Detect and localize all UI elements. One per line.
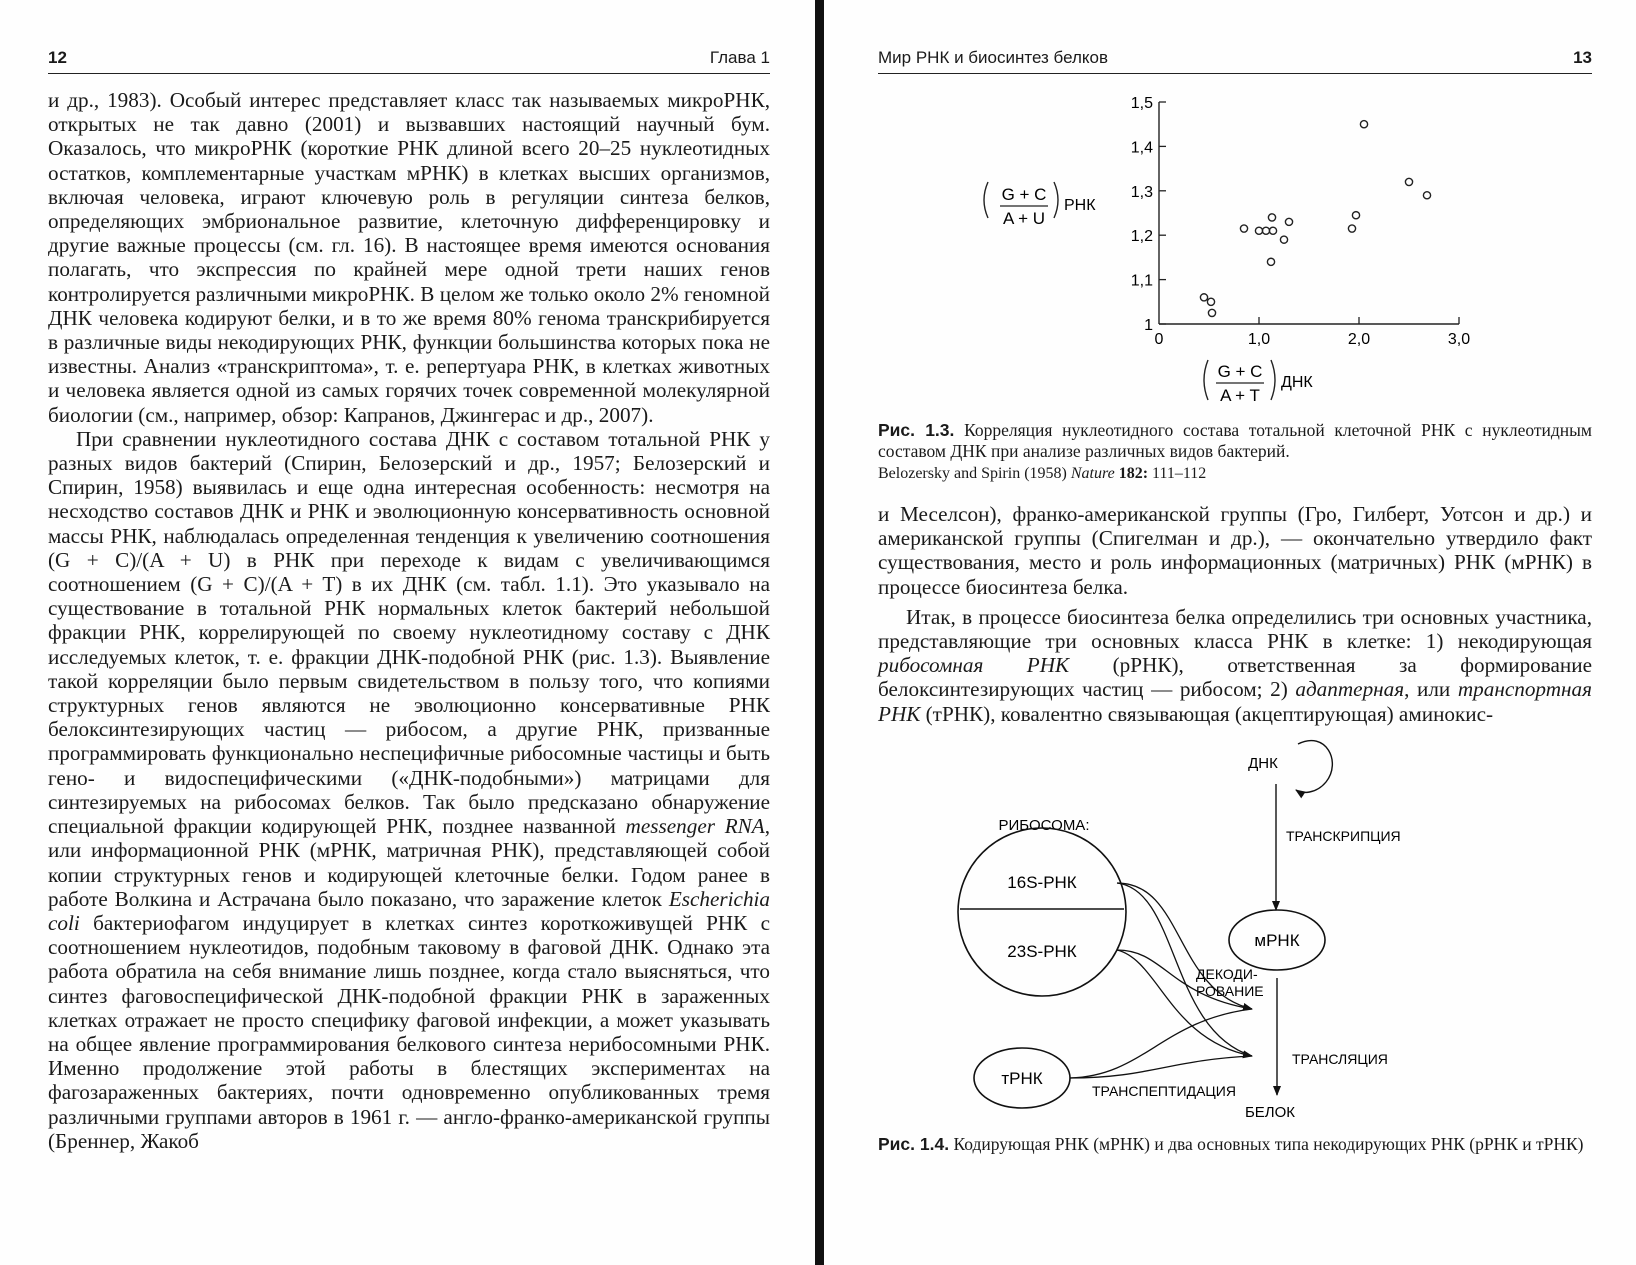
figure-1-4-label: Рис. 1.4.	[878, 1134, 950, 1154]
figure-1-4-caption-text: Кодирующая РНК (мРНК) и два основных типа некодирующих РНК (рРНК и тРНК)	[953, 1134, 1584, 1154]
figure-1-4-diagram	[934, 720, 1534, 1130]
right-paragraph-2: Итак, в процессе биосинтеза белка определились три основных участника, представляющие три основных класса РНК в клетке: 1) некодирующая рибосомная РНК (рРНК), ответственная за формирование белоксинтезирующих частиц — рибосом; 2) адаптерная, или транспортная РНК (тРНК), ковалентно связывающая (акцептирующая) аминокис-	[878, 604, 1592, 726]
x-label-denominator: A + T	[1220, 386, 1260, 405]
data-point	[1285, 218, 1292, 225]
y-tick-label: 1,3	[1130, 183, 1153, 201]
data-point	[1200, 294, 1207, 301]
y-axis-label	[984, 182, 1096, 228]
trna-label: тРНК	[1001, 1069, 1043, 1088]
translation-label: ТРАНСЛЯЦИЯ	[1292, 1051, 1388, 1067]
y-label-numerator: G + C	[1001, 185, 1047, 204]
left-page	[0, 0, 815, 1265]
left-paragraph-2: При сравнении нуклеотидного состава ДНК с составом тотальной РНК у разных видов бактерий (Спирин, Белозерский и др., 1957; Белозерский и Спирин, 1958) выявилась и еще одна интересная особенность: несмотря на несходство составов ДНК и РНК и эволюционную консервативность основной массы РНК, наблюдалась определенная тенденция к увеличению соотношения (G + C)/(A + U) в РНК при переходе к видам с увеличивающимся соотношением (G + C)/(A + T) в их ДНК (см. табл. 1.1). Это указывало на существование в тотальной РНК нормальных клеток бактерий небольшой фракции РНК, коррелирующей по своему нуклеотидному составу с ДНК исследуемых клеток, т. е. фракции ДНК-подобной РНК (рис. 1.3). Выявление такой корреляции было первым свидетельством в пользу того, что копиями структурных генов являются не эволюционно консервативные РНК белоксинтезирующих частиц — рибосом, а другие РНК, призванные программировать функционально неспецифичные рибосомные частицы и быть гено- и видоспецифическими («ДНК-подобными») матрицами для синтезируемых на рибосомах белков. Так было предсказано обнаружение специальной фракции кодирующей РНК, позднее названной messenger RNA, или информационной РНК (мРНК, матричная РНК), представляющей собой копии структурных генов и кодирующей клеточные белки. Годом ранее в работе Волкина и Астрачана было показано, что заражение клеток Escherichia coli бактериофагом индуцирует в клетках синтез короткоживущей РНК с соотношением нуклеотидов, подобным таковому в фаговой ДНК. Однако эта работа обратила на себя внимание лишь позднее, когда стало выясняться, что синтез фаговоспецифической ДНК-подобной фракции РНК в зараженных клетках отражает не просто специфику фаговой инфекции, а может указывать на общее явление программирования белкового синтеза нерибосомными РНК. Именно продолжение этой работы в блестящих экспериментах на фагозараженных бактериях, почти одновременно опубликованных тремя различными группами авторов в 1961 г. — англо-франко-американской группы (Бреннер, Жакоб	[48, 426, 771, 1153]
data-point	[1423, 192, 1430, 199]
x-axis-label	[1204, 360, 1313, 405]
figure-1-4-caption	[878, 1134, 1592, 1155]
mrna-label: мРНК	[1254, 931, 1300, 950]
data-point	[1405, 178, 1412, 185]
page-number-left: 12	[48, 48, 67, 67]
left-body-text	[48, 88, 770, 1153]
16s-rna-label: 16S-РНК	[1007, 873, 1077, 892]
figure-1-3-label: Рис. 1.3.	[878, 420, 955, 440]
y-tick-label: 1	[1144, 317, 1153, 334]
figure-1-3-caption	[878, 420, 1592, 484]
left-paragraph-1: и др., 1983). Особый интерес представляет класс так называемых микроРНК, открытых не так давно (2001) и вызвавших настоящий научный бум. Оказалось, что микроРНК (короткие РНК длиной всего 20–25 нуклеотидных остатков, комплементарные участкам мРНК) в клетках высших организмов, включая человека, играют ключевую роль в регуляции синтеза белков, определяющих эмбриональное развитие, клеточную дифференцировку и другие важные процессы (см. гл. 16). В настоящее время имеются основания полагать, что экспрессия по крайней мере одной трети наших генов контролируется различными микроРНК. В целом же только около 2% геномной ДНК человека кодируют белки, и в то же время 80% генома транскрибируется в различные виды некодирующих РНК, функции большинства которых пока не известны. Анализ «транскриптома», т. е. репертуара РНК, в клетках животных и человека является одной из самых горячих точек современной молекулярной биологии (см., например, обзор: Капранов, Джингерас и др., 2007).	[48, 88, 770, 427]
data-point	[1352, 212, 1359, 219]
y-tick-label: 1,2	[1130, 228, 1153, 246]
transcription-label: ТРАНСКРИПЦИЯ	[1286, 828, 1401, 844]
ribosome-label: РИБОСОМА:	[998, 817, 1090, 834]
header-rule	[878, 73, 1592, 74]
page-number-right: 13	[1573, 48, 1592, 67]
y-tick-label: 1,1	[1130, 272, 1153, 290]
23s-rna-label: 23S-РНК	[1007, 942, 1077, 961]
x-tick-label: 0	[1154, 331, 1164, 348]
data-point	[1267, 258, 1274, 265]
data-point	[1207, 298, 1214, 305]
data-point	[1208, 309, 1215, 316]
figure-1-3-caption-text: Корреляция нуклеотидного состава тотальной клеточной РНК с нуклеотидным составом ДНК при анализе различных видов бактерий.	[878, 420, 1593, 461]
right-paragraph-1: и Меселсон), франко-американской группы (Гро, Гилберт, Уотсон и др.) и американской группы (Спигелман и др.), — окончательно утвердило факт существования, место и роль информационных (матричных) РНК (мРНК) в процессе биосинтеза белка.	[878, 502, 1592, 599]
x-label-numerator: G + C	[1217, 362, 1263, 381]
data-point	[1348, 225, 1355, 232]
chart-axes	[1159, 102, 1459, 324]
data-point	[1268, 214, 1275, 221]
right-body-text	[878, 502, 1592, 726]
transpeptidation-label: ТРАНСПЕПТИДАЦИЯ	[1092, 1083, 1236, 1099]
y-tick-label: 1,4	[1130, 139, 1153, 157]
data-point	[1255, 227, 1262, 234]
chart-ticks	[1131, 95, 1470, 348]
ribosome-circle	[958, 828, 1126, 996]
decoding-label-2: РОВАНИЕ	[1196, 983, 1264, 999]
y-label-denominator: A + U	[1002, 209, 1046, 228]
figure-1-3-scatter-plot	[974, 88, 1494, 428]
dna-label: ДНК	[1248, 755, 1278, 772]
chart-points	[1200, 121, 1430, 317]
x-tick-label: 3,0	[1447, 331, 1471, 348]
data-point	[1269, 227, 1276, 234]
book-spine	[815, 0, 824, 1265]
figure-1-3-source: Belozersky and Spirin (1958) Nature 182: 111–112	[878, 465, 1207, 482]
right-running-header	[878, 48, 1592, 72]
y-tick-label: 1,5	[1130, 95, 1153, 112]
book-section-title: Мир РНК и биосинтез белков	[878, 48, 1109, 67]
left-running-header	[48, 48, 770, 72]
data-point	[1262, 227, 1269, 234]
x-tick-label: 1,0	[1247, 331, 1271, 348]
right-page	[824, 0, 1636, 1265]
decoding-label-1: ДЕКОДИ-	[1196, 966, 1258, 982]
dna-replication-arrow	[1296, 741, 1332, 793]
data-point	[1240, 225, 1247, 232]
x-tick-label: 2,0	[1347, 331, 1371, 348]
chapter-title: Глава 1	[709, 48, 770, 67]
header-rule	[48, 73, 770, 74]
protein-label: БЕЛОК	[1244, 1104, 1296, 1121]
x-label-suffix: ДНК	[1281, 374, 1313, 391]
y-label-suffix: РНК	[1064, 197, 1096, 214]
data-point	[1280, 236, 1287, 243]
data-point	[1360, 121, 1367, 128]
